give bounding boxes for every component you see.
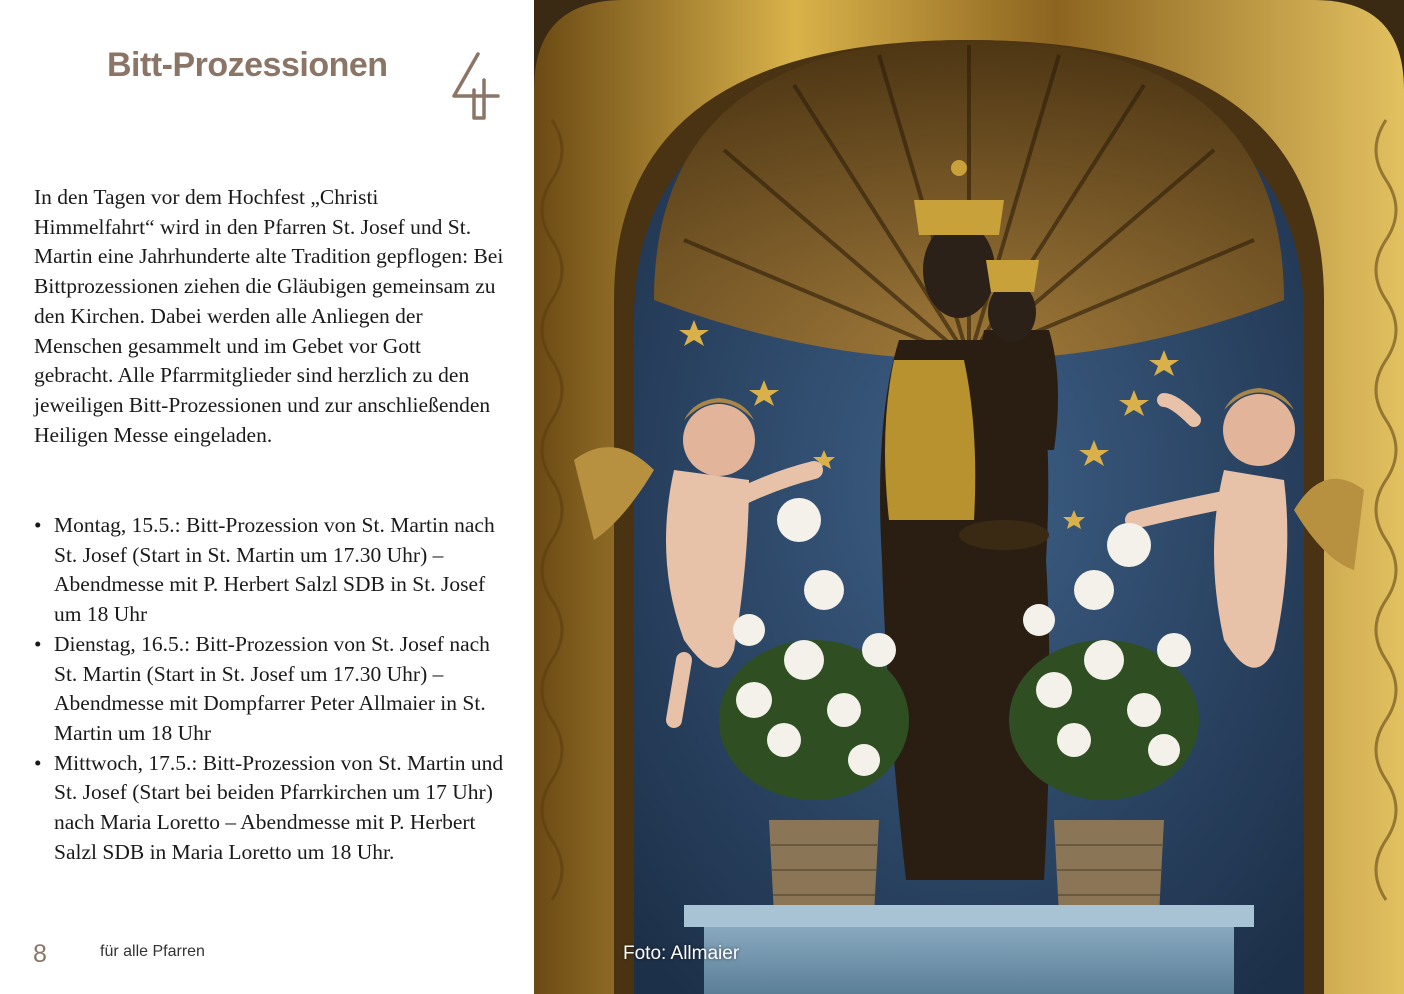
- list-item: [34, 511, 504, 630]
- intro-paragraph: In den Tagen vor dem Hochfest „Christi Himmelfahrt“ wird in den Pfarren St. Josef und St. Martin eine Jahrhunderte alte Tradition gepflogen: Bei Bittprozessionen ziehen die Gläubigen gemeinsam zu den Kirchen. Dabei werden alle Anliegen der Menschen gesammelt und im Gebet vor Gott gebracht. Alle Pfarrmitglieder sind herzlich zu den jeweiligen Bitt-Prozessionen und zur anschließenden Heiligen Messe eingeladen.: [34, 185, 504, 447]
- bullet: •: [34, 513, 42, 537]
- section-number-4-icon: [448, 50, 504, 122]
- footer-label: für alle Pfarren: [100, 943, 205, 960]
- list-item: [34, 749, 504, 868]
- page-title: Bitt-Prozessionen: [107, 46, 388, 84]
- event-text: Dienstag, 16.5.: Bitt-Prozession von St. Josef nach St. Martin (Start in St. Josef um 17.30 Uhr) – Abendmesse mit Dompfarrer Peter Allmaier in St. Martin um 18 Uhr: [54, 631, 490, 745]
- bullet: •: [34, 750, 42, 775]
- madonna-photo: [534, 0, 1404, 994]
- list-item: [34, 630, 504, 749]
- event-text: Mittwoch, 17.5.: Bitt-Prozession von St. Martin und St. Josef (Start bei beiden Pfarrkirchen um 17 Uhr) nach Maria Loretto – Abendmesse mit P. Herbert Salzl SDB in Maria Loretto um 18 Uhr.: [54, 750, 504, 864]
- event-text: Montag, 15.5.: Bitt-Prozession von St. Martin nach St. Josef (Start in St. Martin um 17.30 Uhr) – Abendmesse mit P. Herbert Salzl SDB in St. Josef um 18 Uhr: [54, 513, 495, 627]
- text-column: [0, 0, 534, 994]
- bullet: •: [34, 631, 42, 656]
- page-number: 8: [33, 940, 47, 968]
- madonna-altar-illustration: [534, 0, 1404, 994]
- event-list: [34, 511, 504, 867]
- photo-caption: Foto: Allmaier: [623, 943, 740, 964]
